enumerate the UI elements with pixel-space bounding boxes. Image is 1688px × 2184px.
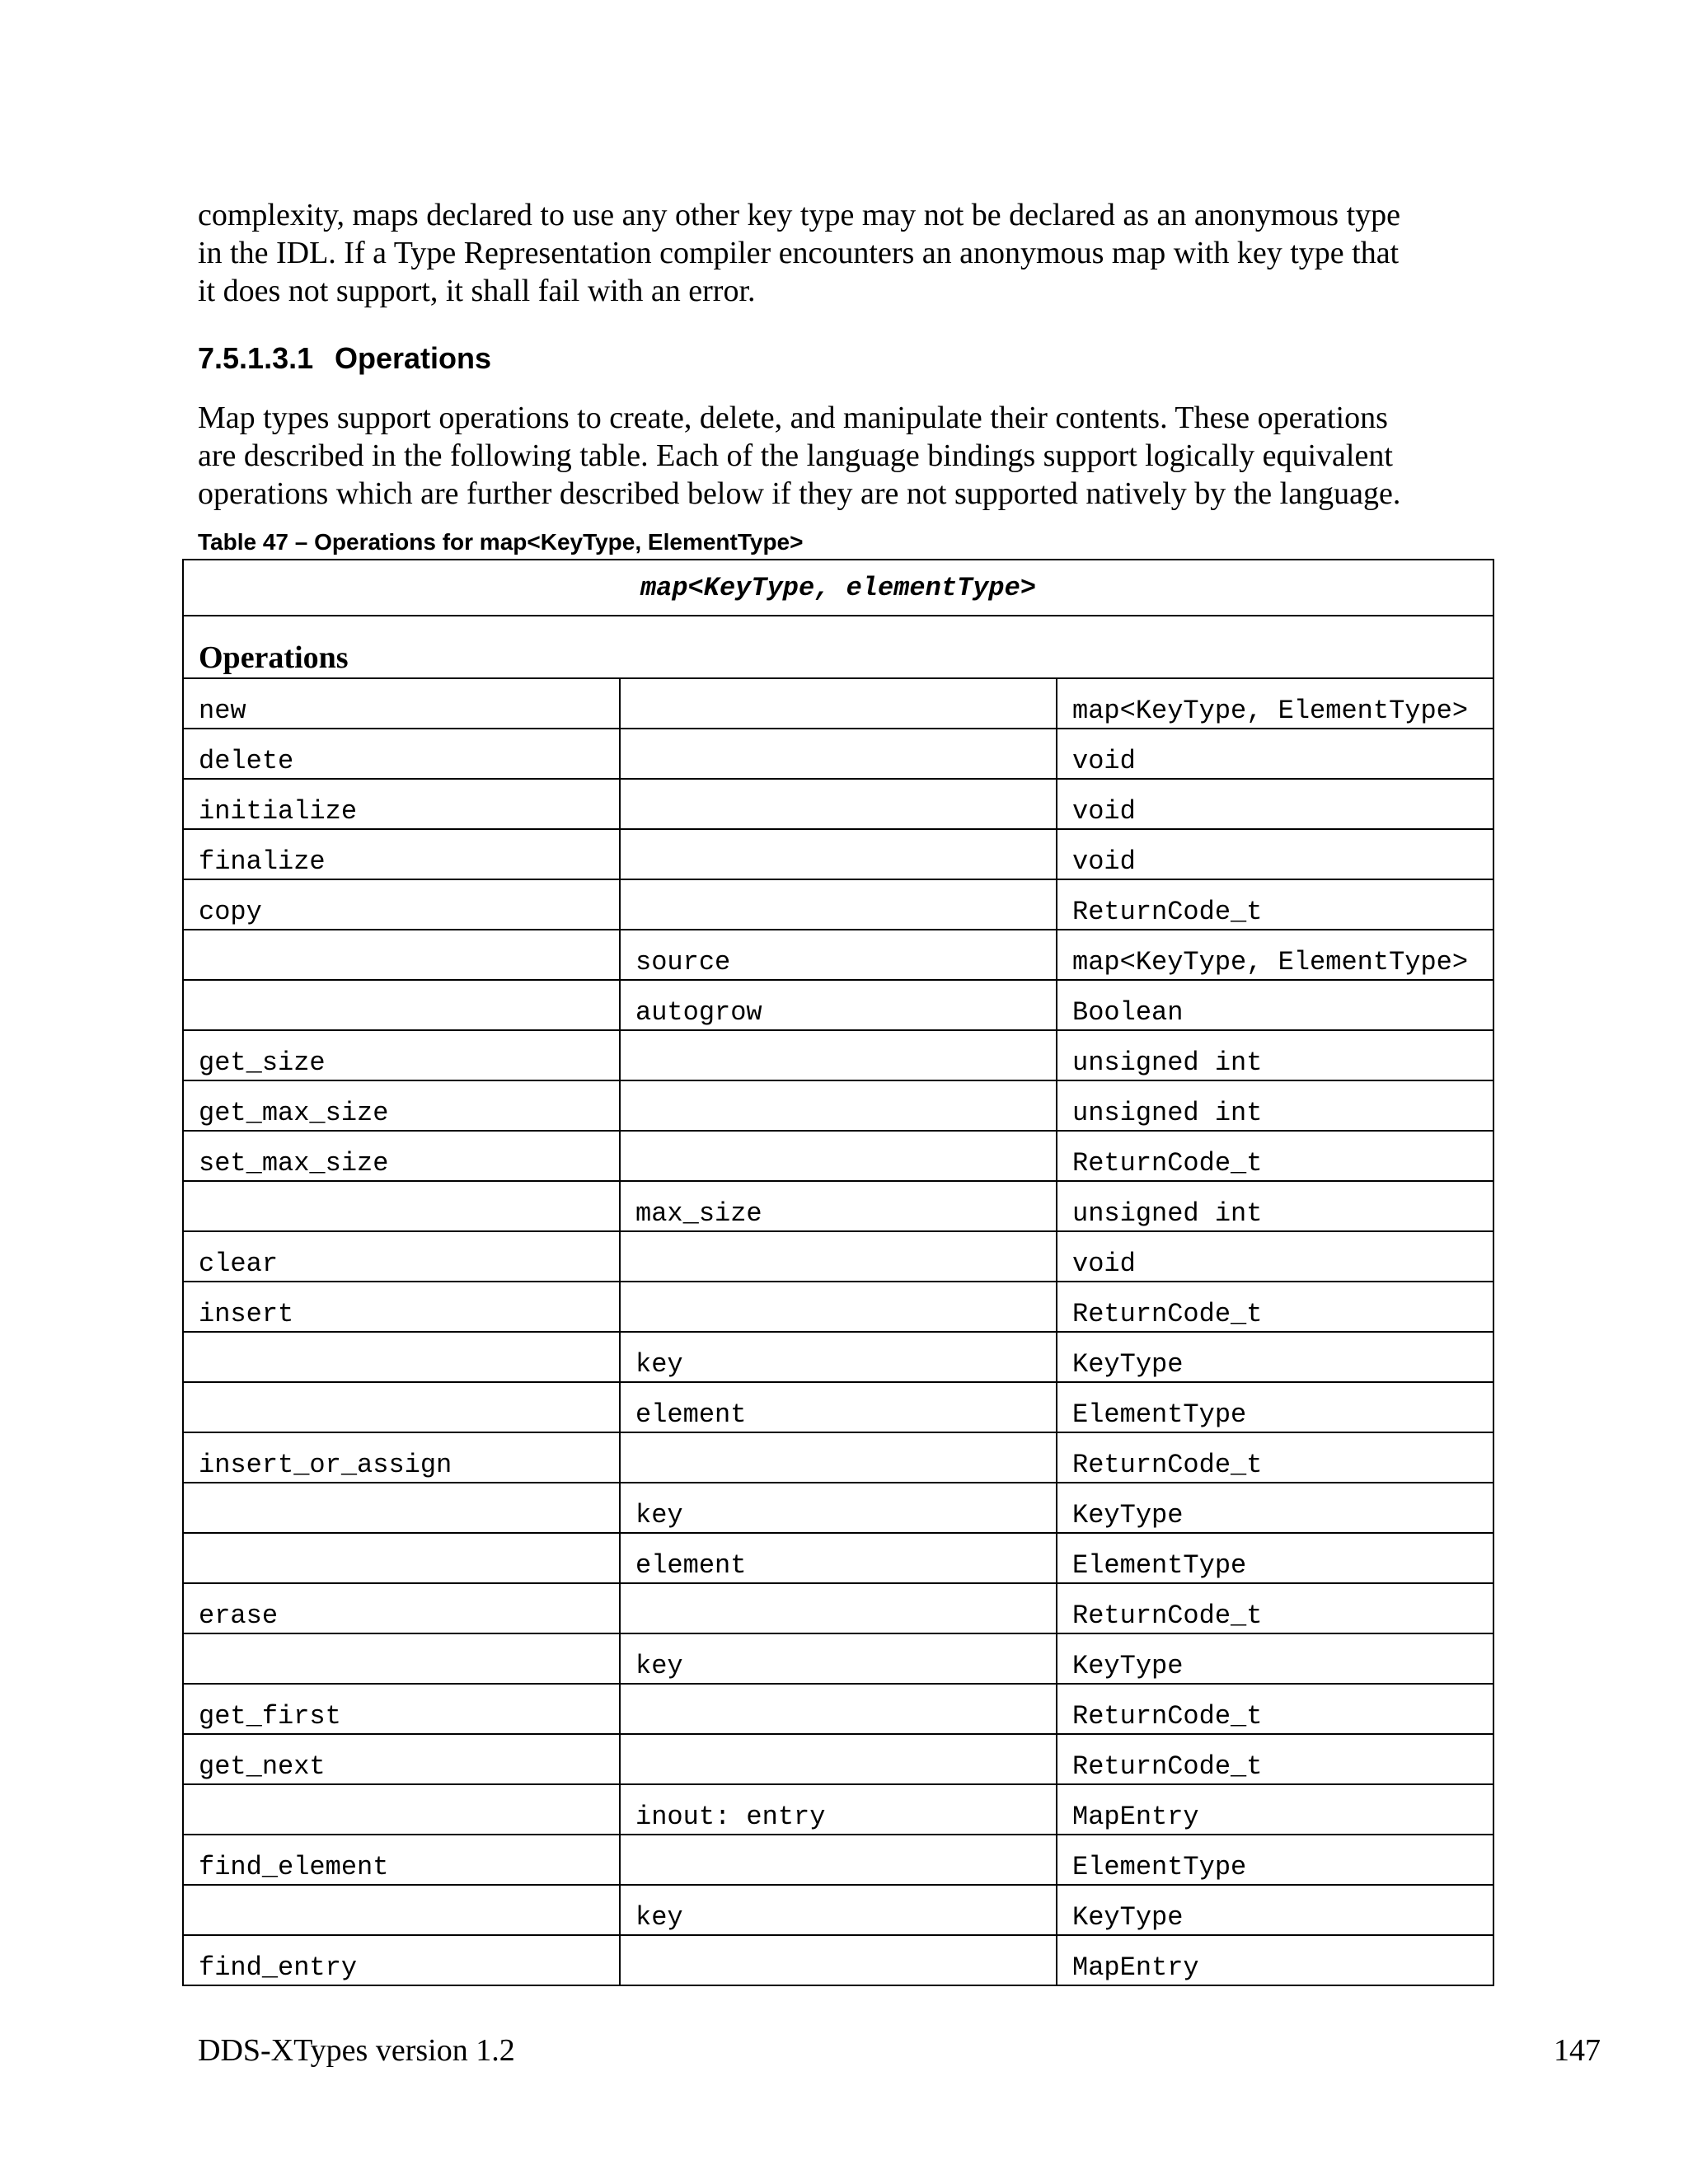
type-cell: ElementType [1057, 1533, 1493, 1583]
table-row [183, 1080, 1493, 1131]
parameter-name-cell [620, 678, 1057, 729]
parameter-name-cell [620, 1080, 1057, 1131]
table-row [183, 1332, 1493, 1382]
table-row [183, 1533, 1493, 1583]
table-row [183, 1935, 1493, 1985]
parameter-name-cell: key [620, 1483, 1057, 1533]
parameter-name-cell [620, 1231, 1057, 1282]
parameter-name-cell [620, 1935, 1057, 1985]
parameter-name-cell [620, 1131, 1057, 1181]
parameter-name-cell [620, 779, 1057, 829]
parameter-name-cell [620, 1432, 1057, 1483]
table-row [183, 1432, 1493, 1483]
parameter-name-cell [620, 1835, 1057, 1885]
table-row [183, 678, 1493, 729]
table-row [183, 779, 1493, 829]
operation-name-cell: find_entry [183, 1935, 620, 1985]
type-cell: ReturnCode_t [1057, 1734, 1493, 1784]
operation-name-cell: get_max_size [183, 1080, 620, 1131]
parameter-name-cell: key [620, 1332, 1057, 1382]
table-row [183, 1885, 1493, 1935]
body-paragraph [198, 399, 1500, 513]
operation-name-cell: delete [183, 729, 620, 779]
footer-page-number: 147 [1554, 2033, 1601, 2068]
table-row [183, 1231, 1493, 1282]
type-cell: ReturnCode_t [1057, 1684, 1493, 1734]
type-cell: ElementType [1057, 1835, 1493, 1885]
table-row [183, 1131, 1493, 1181]
table-row [183, 729, 1493, 779]
type-cell: KeyType [1057, 1885, 1493, 1935]
type-cell: ReturnCode_t [1057, 1583, 1493, 1633]
parameter-name-cell [620, 729, 1057, 779]
table-row [183, 980, 1493, 1030]
type-cell: MapEntry [1057, 1935, 1493, 1985]
operation-name-cell: get_size [183, 1030, 620, 1080]
operation-name-cell: copy [183, 879, 620, 930]
operation-name-cell [183, 980, 620, 1030]
type-cell: unsigned int [1057, 1181, 1493, 1231]
operation-name-cell [183, 1784, 620, 1835]
type-cell: ReturnCode_t [1057, 1131, 1493, 1181]
operation-name-cell: set_max_size [183, 1131, 620, 1181]
operation-name-cell: initialize [183, 779, 620, 829]
type-cell: void [1057, 1231, 1493, 1282]
type-cell: ReturnCode_t [1057, 879, 1493, 930]
parameter-name-cell [620, 1583, 1057, 1633]
table-subheader-cell: Operations [183, 616, 1493, 678]
operation-name-cell [183, 1633, 620, 1684]
type-cell: ReturnCode_t [1057, 1432, 1493, 1483]
parameter-name-cell [620, 1282, 1057, 1332]
table-row [183, 1734, 1493, 1784]
table-row [183, 1483, 1493, 1533]
operation-name-cell: find_element [183, 1835, 620, 1885]
table-row [183, 1583, 1493, 1633]
table-row [183, 829, 1493, 879]
parameter-name-cell: element [620, 1382, 1057, 1432]
operation-name-cell: finalize [183, 829, 620, 879]
operation-name-cell [183, 1181, 620, 1231]
table-row [183, 1835, 1493, 1885]
table-row [183, 1684, 1493, 1734]
operation-name-cell [183, 1483, 620, 1533]
parameter-name-cell [620, 1684, 1057, 1734]
intro-line: in the IDL. If a Type Representation compiler encounters an anonymous map with key type that [198, 236, 1400, 270]
operation-name-cell [183, 1885, 620, 1935]
operation-name-cell: clear [183, 1231, 620, 1282]
operation-name-cell: erase [183, 1583, 620, 1633]
type-cell: unsigned int [1057, 1030, 1493, 1080]
parameter-name-cell [620, 829, 1057, 879]
type-cell: void [1057, 829, 1493, 879]
section-title: Operations [335, 341, 492, 375]
operation-name-cell: insert_or_assign [183, 1432, 620, 1483]
operation-name-cell [183, 1332, 620, 1382]
type-cell: MapEntry [1057, 1784, 1493, 1835]
intro-line: it does not support, it shall fail with an error. [198, 274, 756, 308]
type-cell: map<KeyType, ElementType> [1057, 930, 1493, 980]
operations-table [182, 559, 1494, 1986]
type-cell: ElementType [1057, 1382, 1493, 1432]
table-row [183, 1633, 1493, 1684]
section-number: 7.5.1.3.1 [198, 341, 314, 375]
operation-name-cell: get_first [183, 1684, 620, 1734]
table-caption: Table 47 – Operations for map<KeyType, ElementType> [198, 529, 804, 555]
type-cell: Boolean [1057, 980, 1493, 1030]
body-line: operations which are further described below if they are not supported natively by the language. [198, 476, 1401, 511]
operation-name-cell [183, 1533, 620, 1583]
type-cell: KeyType [1057, 1483, 1493, 1533]
table-row [183, 1382, 1493, 1432]
body-line: are described in the following table. Each of the language bindings support logically equivalent [198, 438, 1393, 473]
parameter-name-cell: key [620, 1633, 1057, 1684]
parameter-name-cell: autogrow [620, 980, 1057, 1030]
table-row [183, 1784, 1493, 1835]
intro-paragraph [198, 196, 1500, 310]
type-cell: KeyType [1057, 1332, 1493, 1382]
table-row [183, 1030, 1493, 1080]
table-row [183, 879, 1493, 930]
intro-line: complexity, maps declared to use any other key type may not be declared as an anonymous type [198, 198, 1401, 232]
type-cell: void [1057, 729, 1493, 779]
parameter-name-cell: element [620, 1533, 1057, 1583]
operation-name-cell: get_next [183, 1734, 620, 1784]
parameter-name-cell: key [620, 1885, 1057, 1935]
type-cell: void [1057, 779, 1493, 829]
table-subheader-row [183, 616, 1493, 678]
parameter-name-cell: max_size [620, 1181, 1057, 1231]
type-cell: map<KeyType, ElementType> [1057, 678, 1493, 729]
parameter-name-cell: inout: entry [620, 1784, 1057, 1835]
parameter-name-cell: source [620, 930, 1057, 980]
type-cell: unsigned int [1057, 1080, 1493, 1131]
parameter-name-cell [620, 879, 1057, 930]
table-row [183, 1282, 1493, 1332]
body-line: Map types support operations to create, delete, and manipulate their contents. These operations [198, 401, 1388, 435]
operation-name-cell: insert [183, 1282, 620, 1332]
parameter-name-cell [620, 1734, 1057, 1784]
table-row [183, 1181, 1493, 1231]
operation-name-cell [183, 1382, 620, 1432]
table-header-row [183, 560, 1493, 616]
operation-name-cell [183, 930, 620, 980]
section-heading [198, 341, 491, 376]
table-row [183, 930, 1493, 980]
table-header-cell: map<KeyType, elementType> [183, 560, 1493, 616]
type-cell: ReturnCode_t [1057, 1282, 1493, 1332]
footer-document-title: DDS-XTypes version 1.2 [198, 2033, 515, 2068]
type-cell: KeyType [1057, 1633, 1493, 1684]
parameter-name-cell [620, 1030, 1057, 1080]
operation-name-cell: new [183, 678, 620, 729]
